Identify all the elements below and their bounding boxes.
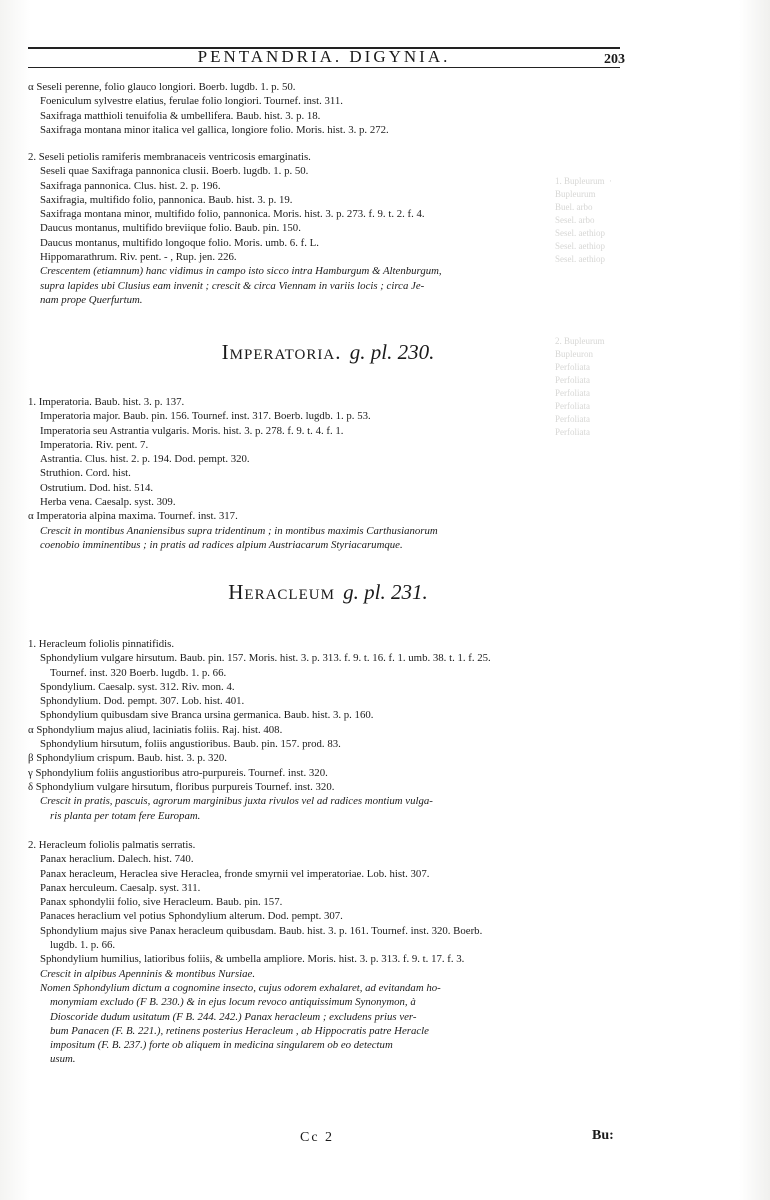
habitat-line: supra lapides ubi Clusius eam invenit ; crescit & circa Viennam in variis locis ; circa Je- — [40, 279, 425, 292]
entry-line: Daucus montanus, multifido longoque folio. Moris. umb. 6. f. L. — [40, 236, 319, 249]
entry-line: Astrantia. Clus. hist. 2. p. 194. Dod. pempt. 320. — [40, 453, 250, 466]
entry-line: Sphondylium hirsutum, foliis angustioribus. Baub. pin. 157. prod. 83. — [40, 738, 341, 751]
running-head: PENTANDRIA. DIGYNIA. — [197, 47, 451, 66]
entry-seseli-2 — [28, 150, 628, 307]
entry-line: Sphondylium vulgare hirsutum. Baub. pin. 157. Moris. hist. 3. p. 313. f. 9. t. 16. f. 1. umb. 38. t. 1. f. 25. — [40, 652, 491, 665]
header-rule-lower — [28, 67, 620, 68]
entry-line: Ostrutium. Dod. hist. 514. — [40, 481, 154, 494]
entry-line: Imperatoria major. Baub. pin. 156. Tournef. inst. 317. Boerb. lugdb. 1. p. 53. — [40, 410, 371, 423]
entry-line: Spondylium. Caesalp. syst. 312. Riv. mon. 4. — [40, 680, 235, 693]
entry-line: Panaces heraclium vel potius Sphondylium alterum. Dod. pempt. 307. — [40, 910, 343, 923]
entry-line: Saxifraga montana minor, multifido folio, pannonica. Moris. hist. 3. p. 273. f. 9. t. 2. f. 4. — [40, 208, 425, 221]
commentary-line: Nomen Sphondylium dictum a cognomine insecto, cujus odorem exhalaret, ad evitandam ho- — [40, 981, 441, 994]
show-through-text-2: 2. Bupleurum Bupleuron Perfoliata Perfoliata Perfoliata Perfoliata Perfoliata Perfoliata — [555, 336, 605, 437]
entry-line: α Imperatoria alpina maxima. Tournef. inst. 317. — [28, 510, 238, 523]
entry-line: β Sphondylium crispum. Baub. hist. 3. p. 320. — [28, 752, 227, 765]
entry-line: Panax heracleum, Heraclea sive Heraclea, fronde smyrnii vel imperatoriae. Lob. hist. 307. — [40, 867, 430, 880]
entry-seseli-alpha — [28, 80, 628, 137]
commentary-line: impositum (F. B. 237.) forte ob aliquem in medicina singularem ob eo detectum — [50, 1039, 393, 1052]
genus-name: Imperatoria. — [221, 340, 342, 364]
entry-line: Imperatoria seu Astrantia vulgaris. Moris. hist. 3. p. 278. f. 9. t. 4. f. 1. — [40, 424, 344, 437]
entry-heracleum-1 — [28, 637, 628, 823]
signature-mark: Cc 2 — [300, 1130, 335, 1145]
entry-line: γ Sphondylium foliis angustioribus atro-purpureis. Tournef. inst. 320. — [28, 766, 328, 779]
genus-reference: g. pl. 231. — [343, 580, 428, 604]
habitat-line: Crescit in montibus Ananiensibus supra tridentinum ; in montibus maximis Carthusianorum — [40, 524, 438, 537]
entry-line: 2. Heracleum foliolis palmatis serratis. — [28, 839, 196, 851]
entry-line: α Sphondylium majus aliud, laciniatis foliis. Raj. hist. 408. — [28, 723, 283, 736]
entry-line: Hippomarathrum. Riv. pent. - , Rup. jen. 226. — [40, 251, 237, 264]
habitat-line: Crescit in pratis, pascuis, agrorum marginibus juxta rivulos vel ad radices montium vulga- — [40, 795, 433, 808]
entry-line: Sphondylium majus sive Panax heracleum quibusdam. Baub. hist. 3. p. 161. Tournef. inst. 320. Boerb. — [40, 924, 483, 937]
entry-heracleum-2 — [28, 838, 628, 1067]
entry-line: Panax heraclium. Dalech. hist. 740. — [40, 853, 194, 866]
commentary-line: Dioscoride dudum usitatum (F B. 244. 242.) Panax heracleum ; excludens prius ver- — [50, 1010, 417, 1023]
entry-line: Sphondylium. Dod. pempt. 307. Lob. hist. 401. — [40, 695, 245, 708]
habitat-line: Crescit in alpibus Apenninis & montibus Nursiae. — [40, 967, 256, 980]
commentary-line: bum Panacen (F. B. 221.), retinens posterius Heracleum , ab Hippocratis patre Heracle — [50, 1024, 429, 1037]
entry-imperatoria — [28, 395, 628, 552]
entry-line: Panax herculeum. Caesalp. syst. 311. — [40, 881, 201, 894]
entry-line: Struthion. Cord. hist. — [40, 467, 131, 480]
entry-line: Saxifraga pannonica. Clus. hist. 2. p. 196. — [40, 179, 221, 192]
entry-line: Saxifraga montana minor italica vel gallica, longiore folio. Moris. hist. 3. p. 272. — [40, 123, 389, 136]
genus-heading-heracleum — [28, 580, 628, 605]
commentary-line: monymiam excludo (F B. 230.) & in ejus locum revoco antiquissimum Synonymon, à — [50, 996, 416, 1009]
entry-line: Saxifraga matthioli tenuifolia & umbellifera. Baub. hist. 3. p. 18. — [40, 109, 321, 122]
entry-line: Tournef. inst. 320 Boerb. lugdb. 1. p. 66. — [50, 666, 227, 679]
show-through-text: 1. Bupleurum · Bupleurum Buel. arbo Sesel. arbo Sesel. aethiop Sesel. aethiop Sesel. aethiop — [555, 176, 612, 264]
entry-line: lugdb. 1. p. 66. — [50, 939, 116, 952]
entry-line: 2. Seseli petiolis ramiferis membranaceis ventricosis emarginatis. — [28, 151, 311, 163]
entry-line: Seseli quae Saxifraga pannonica clusii. Boerb. lugdb. 1. p. 50. — [40, 165, 309, 178]
entry-line: Panax sphondylii folio, sive Heracleum. Baub. pin. 157. — [40, 896, 283, 909]
habitat-line: coenobio imminentibus ; in pratis ad radices alpium Austriacarum Styriacarumque. — [40, 538, 403, 551]
habitat-line: ris planta per totam fere Europam. — [50, 809, 201, 822]
entry-line: Foeniculum sylvestre elatius, ferulae folio longiori. Tournef. inst. 311. — [40, 95, 343, 108]
habitat-line: nam prope Querfurtum. — [40, 293, 143, 306]
entry-line: Imperatoria. Riv. pent. 7. — [40, 438, 149, 451]
entry-line: α Seseli perenne, folio glauco longiori. Boerb. lugdb. 1. p. 50. — [28, 81, 296, 93]
entry-line: 1. Imperatoria. Baub. hist. 3. p. 137. — [28, 396, 185, 408]
entry-line: δ Sphondylium vulgare hirsutum, floribus purpureis Tournef. inst. 320. — [28, 780, 335, 793]
entry-line: Daucus montanus, multifido breviique folio. Baub. pin. 150. — [40, 222, 301, 235]
genus-name: Heracleum — [228, 580, 335, 604]
genus-reference: g. pl. 230. — [349, 340, 435, 364]
entry-line: 1. Heracleum foliolis pinnatifidis. — [28, 638, 175, 650]
page-number: 203 — [604, 52, 625, 67]
habitat-line: Crescentem (etiamnum) hanc vidimus in campo isto sicco intra Hamburgum & Altenburgum, — [40, 265, 442, 278]
entry-line: Herba vena. Caesalp. syst. 309. — [40, 496, 176, 509]
catchword: Bu: — [592, 1128, 614, 1143]
entry-line: Saxifragia, multifido folio, pannonica. Baub. hist. 3. p. 19. — [40, 193, 293, 206]
entry-line: Sphondylium humilius, latioribus foliis, & umbella ampliore. Moris. hist. 3. p. 313. f. 9. t. 17. f. 3. — [40, 953, 465, 966]
entry-line: Sphondylium quibusdam sive Branca ursina germanica. Baub. hist. 3. p. 160. — [40, 709, 374, 722]
genus-heading-imperatoria — [28, 340, 628, 365]
commentary-line: usum. — [50, 1053, 76, 1066]
